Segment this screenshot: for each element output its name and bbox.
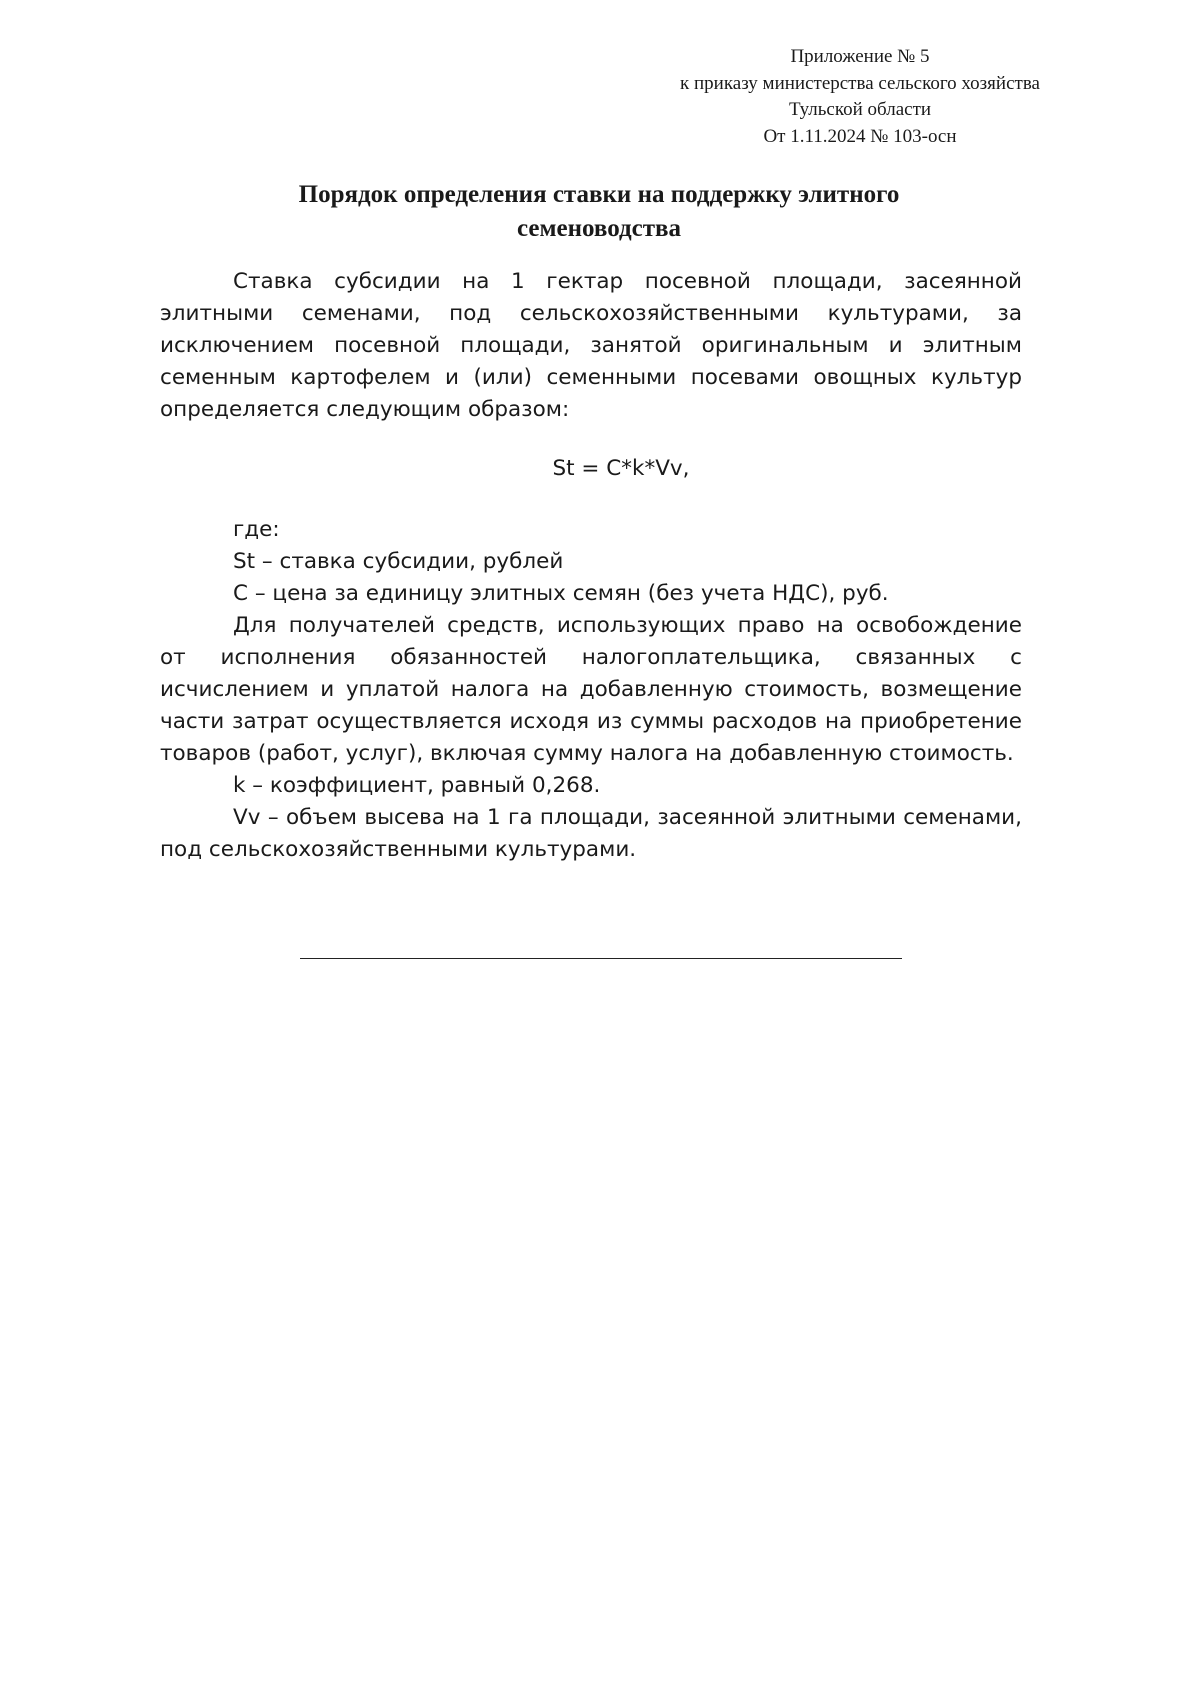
- vat-note-paragraph: Для получателей средств, использующих право на освобождение от исполнения обязанностей налогоплательщика, связанных с исчислением и уплатой налога на добавленную стоимость, возмещение части затрат осуществляется исходя из суммы расходов на приобретение товаров (работ, услуг), включая сумму налога на добавленную стоимость.: [160, 613, 1022, 766]
- appendix-header: [600, 44, 1120, 150]
- order-date-number: От 1.11.2024 № 103-осн: [763, 125, 957, 147]
- order-reference: к приказу министерства сельского хозяйства: [680, 72, 1040, 94]
- definition-c: С – цена за единицу элитных семян (без учета НДС), руб.: [233, 581, 889, 606]
- document-title: [160, 178, 1038, 246]
- definition-st: St – ставка субсидии, рублей: [233, 549, 564, 574]
- region-name: Тульской области: [788, 99, 932, 120]
- title-line-2: семеноводства: [516, 215, 682, 242]
- appendix-number: Приложение № 5: [790, 46, 930, 67]
- rate-formula: St = C*k*Vv,: [552, 456, 690, 481]
- intro-paragraph: Ставка субсидии на 1 гектар посевной площади, засеянной элитными семенами, под сельскохозяйственными культурами, за исключением посевной площади, занятой оригинальным и элитным семенным картофелем и (или) семенными посевами овощных культур определяется следующим образом:: [160, 269, 1022, 422]
- document-body: [160, 266, 1022, 866]
- end-separator-line: [300, 958, 902, 959]
- where-label: где:: [233, 517, 280, 542]
- definition-k: k – коэффициент, равный 0,268.: [233, 773, 601, 798]
- definition-vv: Vv – объем высева на 1 га площади, засеянной элитными семенами, под сельскохозяйственными культурами.: [160, 805, 1022, 862]
- title-line-1: Порядок определения ставки на поддержку элитного: [298, 181, 900, 208]
